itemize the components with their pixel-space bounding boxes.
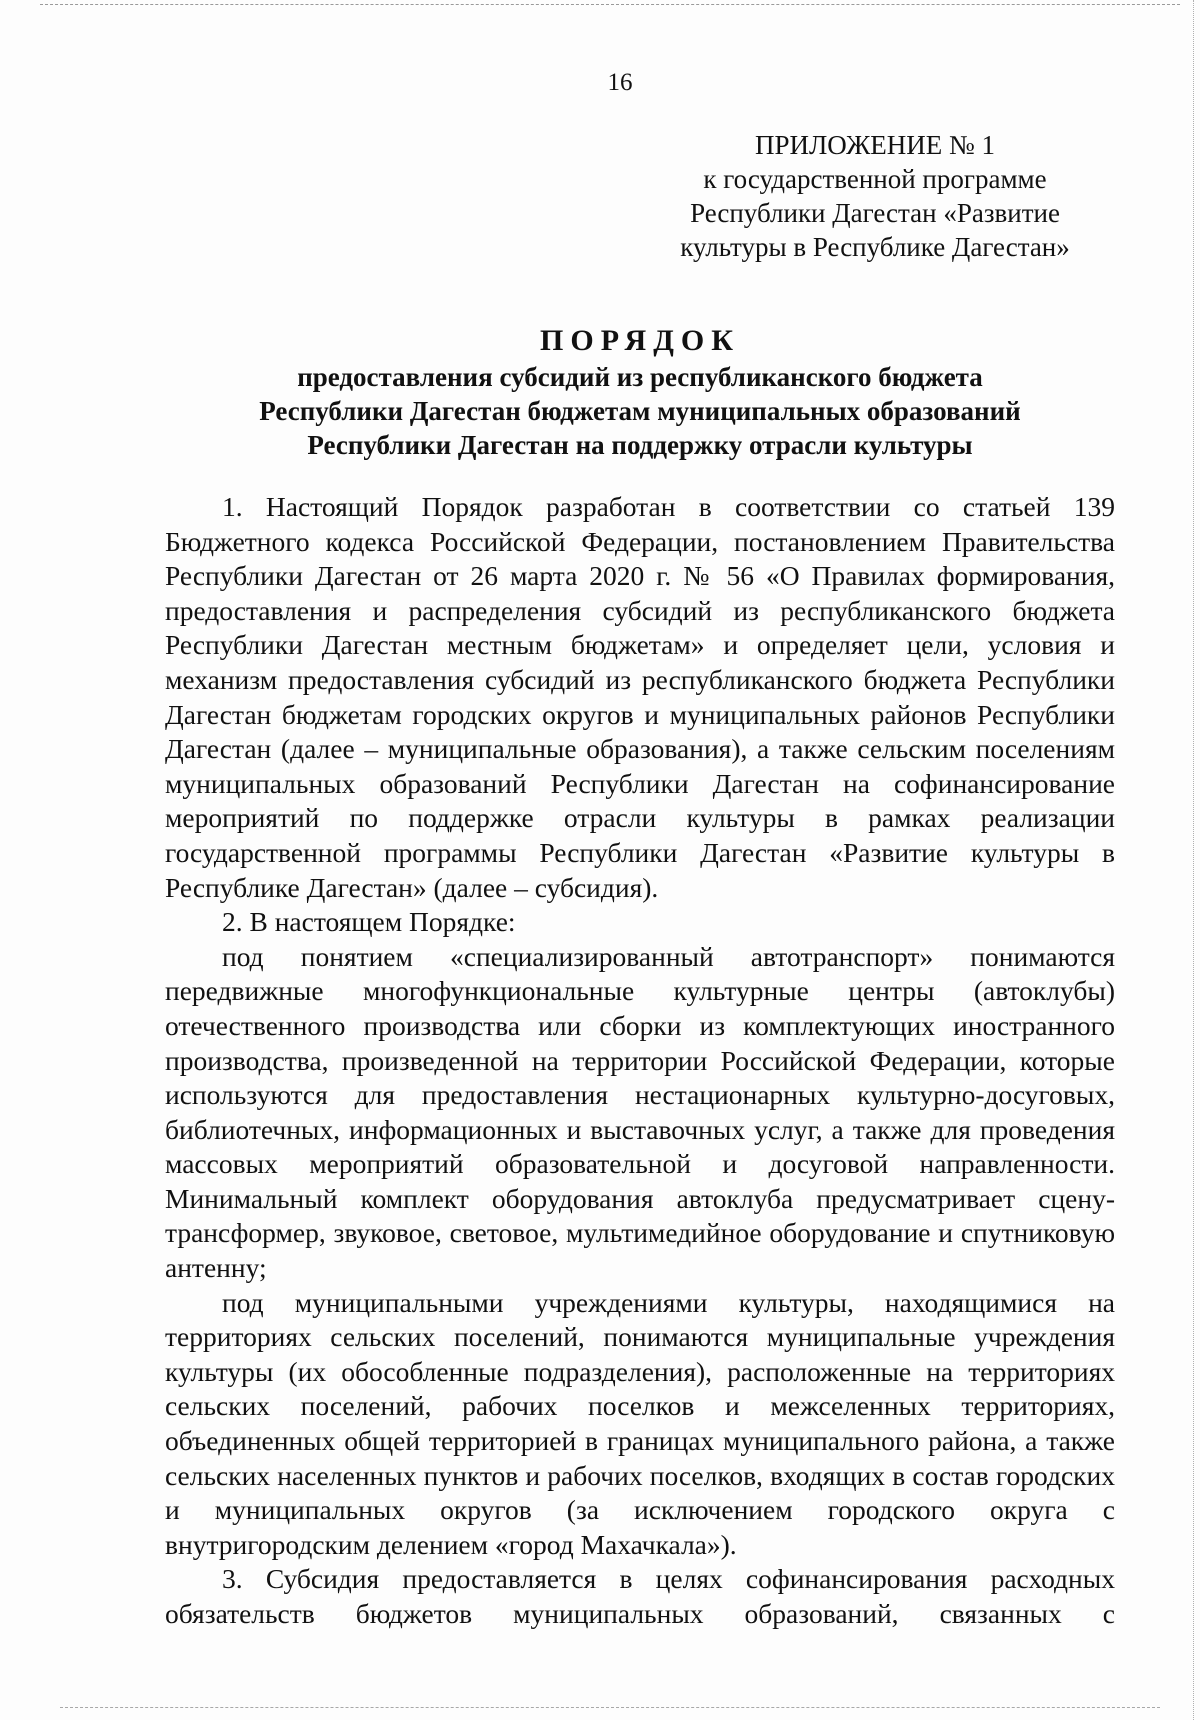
appendix-line: культуры в Республике Дагестан» bbox=[680, 232, 1070, 262]
document-subtitle-line: Республики Дагестан бюджетам муниципальных образований bbox=[259, 396, 1021, 426]
paragraph-2: 2. В настоящем Порядке: bbox=[222, 906, 516, 938]
scan-edge-bottom bbox=[60, 1707, 1160, 1708]
paragraph-definition-autotransport: под понятием «специализированный автотранспорт» понимаются передвижные многофункциональные культурные центры (автоклубы) отечественного производства или сборки из комплектующих иностранного производства, произведенной на территории Российской Федерации, которые используются для предоставления нестационарных культурно-досуговых, библиотечных, информационных и выставочных услуг, а также для проведения массовых мероприятий образовательной и досуговой направленности. Минимальный комплект оборудования автоклуба предусматривает сцену-трансформер, звуковое, световое, мультимедийное оборудование и спутниковую антенну; bbox=[165, 940, 1115, 1284]
document-subtitle-line: Республики Дагестан на поддержку отрасли культуры bbox=[307, 430, 973, 460]
paragraph-1: 1. Настоящий Порядок разработан в соответствии со статьей 139 Бюджетного кодекса Российской Федерации, постановлением Правительства Республики Дагестан от 26 марта 2020 г. № 56 «О Правилах формирования, предоставления и распределения субсидий из республиканского бюджета Республики Дагестан местным бюджетам» и определяет цели, условия и механизм предоставления субсидий из республиканского бюджета Республики Дагестан бюджетам городских округов и муниципальных районов Республики Дагестан (далее – муниципальные образования), а также сельским поселениям муниципальных образований Республики Дагестан на софинансирование мероприятий по поддержке отрасли культуры в рамках реализации государственной программы Республики Дагестан «Развитие культуры в Республике Дагестан» (далее – субсидия). bbox=[165, 491, 1115, 903]
appendix-title: ПРИЛОЖЕНИЕ № 1 bbox=[754, 130, 996, 160]
appendix-block bbox=[640, 128, 1110, 264]
document-title bbox=[160, 324, 1120, 462]
appendix-line: к государственной программе bbox=[703, 164, 1047, 194]
paragraph-definition-culture-institutions: под муниципальными учреждениями культуры, находящимися на территориях сельских поселений, понимаются муниципальные учреждения культуры (их обособленные подразделения), расположенные на территориях сельских поселений, рабочих поселков и межселенных территориях, объединенных общей территорией в границах муниципального района, а также сельских населенных пунктов и рабочих поселков, входящих в состав городских и муниципальных округов (за исключением городского округа с внутригородским делением «город Махачкала»). bbox=[165, 1286, 1115, 1560]
scan-edge-right bbox=[1193, 0, 1194, 1720]
document-subtitle-line: предоставления субсидий из республиканского бюджета bbox=[297, 362, 983, 392]
appendix-line: Республики Дагестан «Развитие bbox=[690, 198, 1060, 228]
scan-edge-top bbox=[40, 4, 1180, 5]
paragraph-3: 3. Субсидия предоставляется в целях софинансирования расходных обязательств бюджетов муниципальных образований, связанных с bbox=[165, 1563, 1115, 1629]
document-body bbox=[165, 490, 1115, 1632]
page-number: 16 bbox=[607, 69, 633, 96]
document-title-main: ПОРЯДОК bbox=[540, 324, 740, 357]
